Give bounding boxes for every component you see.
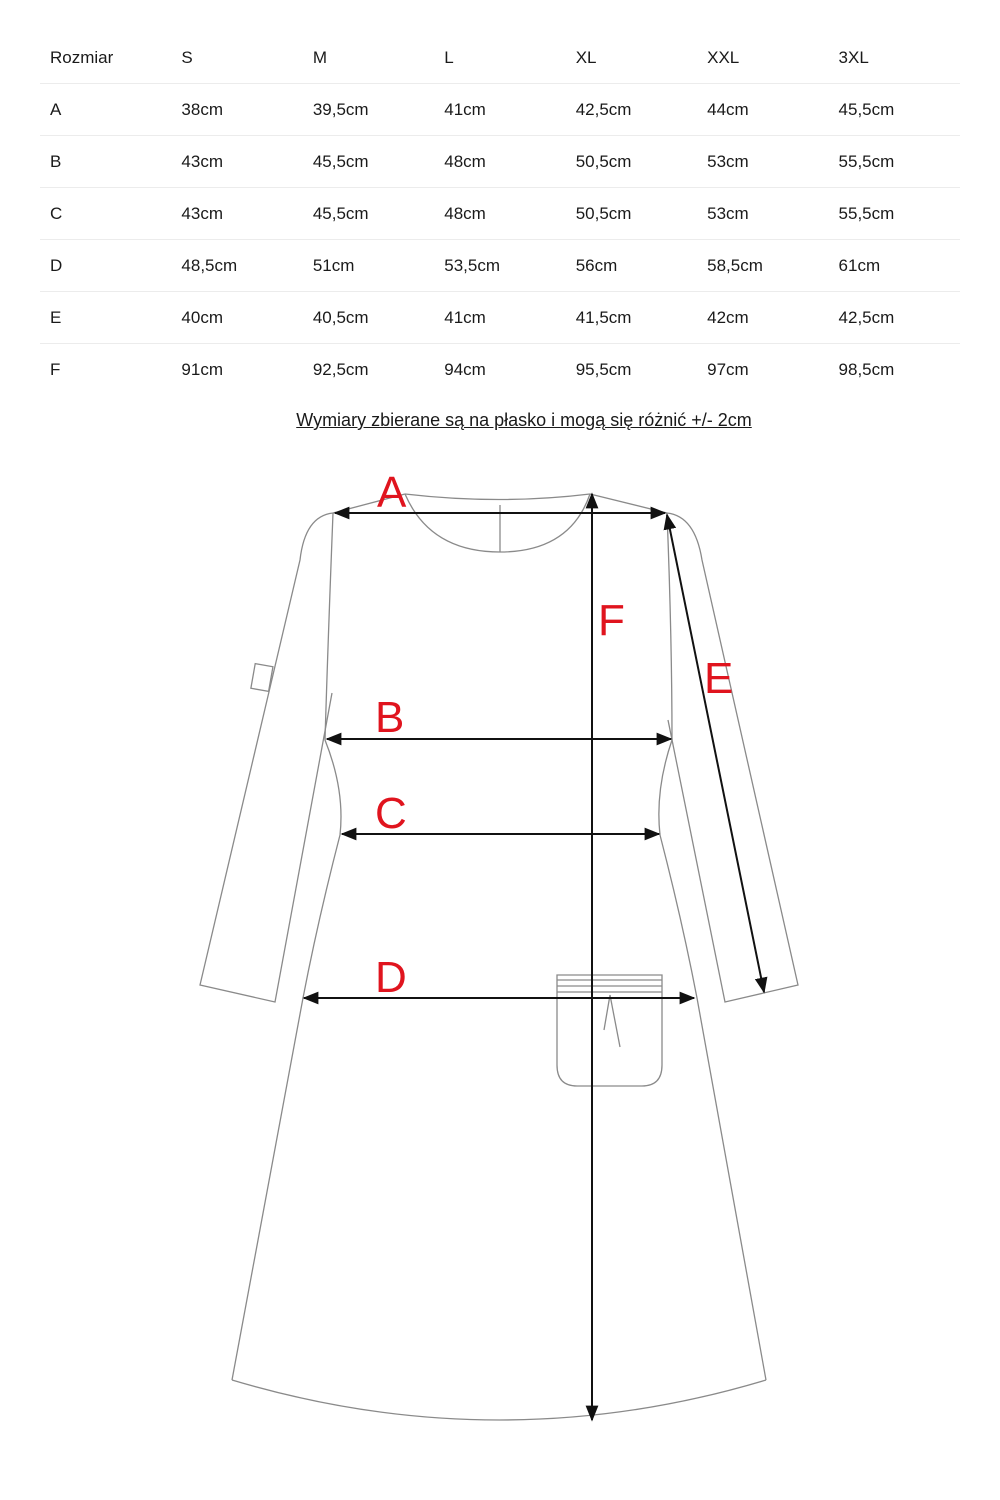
table-cell: 97cm	[707, 359, 749, 379]
table-cell: 45,5cm	[303, 136, 434, 188]
table-cell: 50,5cm	[566, 188, 697, 240]
sleeve-tab	[251, 664, 273, 692]
table-cell: 55,5cm	[829, 136, 960, 188]
table-cell: 50,5cm	[566, 136, 697, 188]
table-cell: 51cm	[303, 240, 434, 292]
table-cell: 42,5cm	[829, 292, 960, 344]
table-cell: 45,5cm	[303, 188, 434, 240]
arrow-e	[667, 515, 764, 992]
table-cell: F	[50, 359, 61, 379]
table-cell: 38cm	[171, 84, 302, 136]
label-e: E	[704, 654, 734, 703]
table-cell: 98,5cm	[838, 359, 895, 379]
table-cell: 91cm	[181, 359, 223, 379]
table-cell: 95,5cm	[575, 359, 632, 379]
label-c: C	[375, 789, 407, 838]
label-b: B	[375, 693, 405, 742]
neckline	[405, 494, 590, 500]
table-cell: 48cm	[434, 188, 565, 240]
table-cell: 53cm	[697, 188, 828, 240]
table-cell: A	[40, 84, 171, 136]
table-cell: 40cm	[171, 292, 302, 344]
dress-outline	[200, 494, 798, 1420]
table-cell: 43cm	[171, 188, 302, 240]
table-cell: 53,5cm	[434, 240, 565, 292]
table-cell: 45,5cm	[829, 84, 960, 136]
label-d: D	[375, 953, 407, 1002]
right-shoulder	[590, 494, 667, 513]
table-cell: E	[40, 292, 171, 344]
table-cell: D	[40, 240, 171, 292]
header-cell: XXL	[697, 32, 828, 84]
header-cell: S	[171, 32, 302, 84]
table-cell: 39,5cm	[303, 84, 434, 136]
header-cell: M	[303, 32, 434, 84]
table-cell: 61cm	[829, 240, 960, 292]
hem	[232, 1380, 766, 1420]
header-cell: XL	[566, 32, 697, 84]
measurement-note: Wymiary zbierane są na płasko i mogą się różnić +/- 2cm	[296, 410, 752, 430]
table-cell: 48,5cm	[171, 240, 302, 292]
table-cell: 41,5cm	[566, 292, 697, 344]
body-right-side	[659, 513, 766, 1380]
measurement-arrows	[304, 494, 764, 1420]
table-cell: 94cm	[444, 359, 486, 379]
table-cell: 56cm	[566, 240, 697, 292]
left-sleeve	[200, 513, 333, 1002]
neck-inner	[405, 494, 590, 552]
table-cell: 55,5cm	[829, 188, 960, 240]
table-cell: 92,5cm	[312, 359, 369, 379]
body-left-side	[232, 513, 341, 1380]
table-cell: C	[40, 188, 171, 240]
right-sleeve	[667, 513, 798, 1002]
label-a: A	[377, 468, 407, 517]
table-cell: 58,5cm	[697, 240, 828, 292]
header-cell: L	[434, 32, 565, 84]
table-cell: 44cm	[697, 84, 828, 136]
table-cell: 40,5cm	[303, 292, 434, 344]
table-cell: B	[40, 136, 171, 188]
table-cell: 41cm	[434, 292, 565, 344]
measurement-labels	[375, 468, 733, 1002]
table-cell: 42,5cm	[566, 84, 697, 136]
table-cell: 53cm	[697, 136, 828, 188]
header-cell: Rozmiar	[40, 32, 171, 84]
table-cell: 48cm	[434, 136, 565, 188]
table-cell: 42cm	[697, 292, 828, 344]
label-f: F	[598, 596, 625, 645]
header-cell: 3XL	[829, 32, 960, 84]
table-cell: 41cm	[434, 84, 565, 136]
table-cell: 43cm	[171, 136, 302, 188]
